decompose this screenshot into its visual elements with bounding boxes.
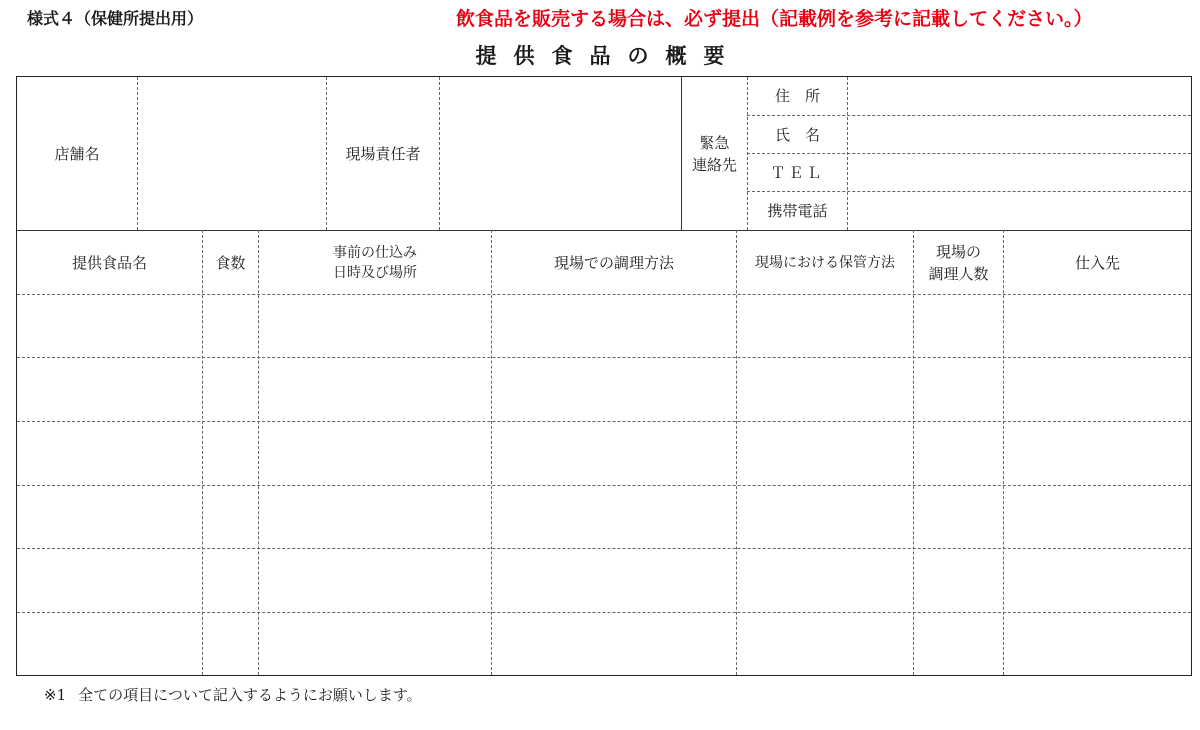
- header-prep-line2: 日時及び場所: [333, 264, 417, 281]
- cell-servings[interactable]: [203, 613, 258, 675]
- header-supplier: 仕入先: [1074, 253, 1120, 272]
- header-storage-method: 現場における保管方法: [755, 254, 895, 271]
- cell-servings[interactable]: [203, 549, 258, 612]
- cell-servings[interactable]: [203, 422, 258, 485]
- emergency-label-line2: 連絡先: [691, 155, 737, 174]
- cell-servings[interactable]: [203, 486, 258, 548]
- cell-prep[interactable]: [259, 422, 491, 485]
- cell-supplier[interactable]: [1004, 422, 1191, 485]
- cell-staff[interactable]: [914, 549, 1003, 612]
- cell-prep[interactable]: [259, 549, 491, 612]
- cell-cooking[interactable]: [492, 613, 736, 675]
- cell-supplier[interactable]: [1004, 358, 1191, 421]
- cell-servings[interactable]: [203, 295, 258, 357]
- footnote-mark: ※1: [44, 686, 67, 704]
- cell-food-name[interactable]: [17, 358, 202, 421]
- form-label: 様式４（保健所提出用）: [27, 9, 204, 28]
- cell-prep[interactable]: [259, 358, 491, 421]
- cell-staff[interactable]: [914, 358, 1003, 421]
- cell-servings[interactable]: [203, 358, 258, 421]
- cell-prep[interactable]: [259, 613, 491, 675]
- cell-supplier[interactable]: [1004, 549, 1191, 612]
- cell-food-name[interactable]: [17, 295, 202, 357]
- footnote: [44, 684, 422, 705]
- header-servings: 食数: [215, 253, 246, 272]
- cell-supplier[interactable]: [1004, 486, 1191, 548]
- cell-food-name[interactable]: [17, 549, 202, 612]
- manager-field[interactable]: [440, 77, 681, 230]
- header-staff-count: [914, 231, 1003, 294]
- mobile-field[interactable]: [848, 192, 1191, 230]
- cell-supplier[interactable]: [1004, 613, 1191, 675]
- cell-prep[interactable]: [259, 295, 491, 357]
- mobile-label: 携帯電話: [767, 202, 828, 220]
- tel-label: ＴＥＬ: [770, 163, 825, 182]
- name-label: 氏 名: [774, 125, 820, 144]
- header-prep-line1: 事前の仕込み: [333, 244, 417, 261]
- header-food-name: 提供食品名: [71, 253, 147, 272]
- food-overview-form: [16, 76, 1192, 676]
- cell-food-name[interactable]: [17, 613, 202, 675]
- address-label: 住 所: [774, 87, 820, 105]
- cell-cooking[interactable]: [492, 549, 736, 612]
- cell-storage[interactable]: [737, 422, 913, 485]
- tel-field[interactable]: [848, 154, 1191, 191]
- cell-cooking[interactable]: [492, 295, 736, 357]
- cell-supplier[interactable]: [1004, 295, 1191, 357]
- name-field[interactable]: [848, 116, 1191, 153]
- cell-staff[interactable]: [914, 613, 1003, 675]
- emergency-contact-label: [682, 77, 747, 230]
- header-cooking-method: 現場での調理方法: [553, 253, 674, 272]
- cell-storage[interactable]: [737, 613, 913, 675]
- page-title: 提供食品の概要: [475, 43, 742, 68]
- header-staff-line2: 調理人数: [928, 264, 989, 283]
- address-field[interactable]: [848, 77, 1191, 115]
- cell-cooking[interactable]: [492, 358, 736, 421]
- cell-storage[interactable]: [737, 295, 913, 357]
- store-name-label: 店舗名: [54, 144, 100, 163]
- cell-prep[interactable]: [259, 486, 491, 548]
- cell-food-name[interactable]: [17, 486, 202, 548]
- cell-storage[interactable]: [737, 549, 913, 612]
- cell-cooking[interactable]: [492, 422, 736, 485]
- header-prep: [259, 231, 491, 294]
- submission-notice: 飲食品を販売する場合は、必ず提出（記載例を参考に記載してください。）: [456, 8, 1093, 30]
- header-staff-line1: 現場の: [935, 242, 981, 261]
- cell-cooking[interactable]: [492, 486, 736, 548]
- cell-staff[interactable]: [914, 422, 1003, 485]
- emergency-label-line1: 緊急: [699, 133, 730, 152]
- store-name-field[interactable]: [138, 77, 326, 230]
- footnote-text: 全ての項目について記入するようにお願いします。: [78, 686, 422, 704]
- cell-staff[interactable]: [914, 486, 1003, 548]
- cell-food-name[interactable]: [17, 422, 202, 485]
- cell-storage[interactable]: [737, 358, 913, 421]
- cell-staff[interactable]: [914, 295, 1003, 357]
- manager-label: 現場責任者: [345, 144, 421, 163]
- cell-storage[interactable]: [737, 486, 913, 548]
